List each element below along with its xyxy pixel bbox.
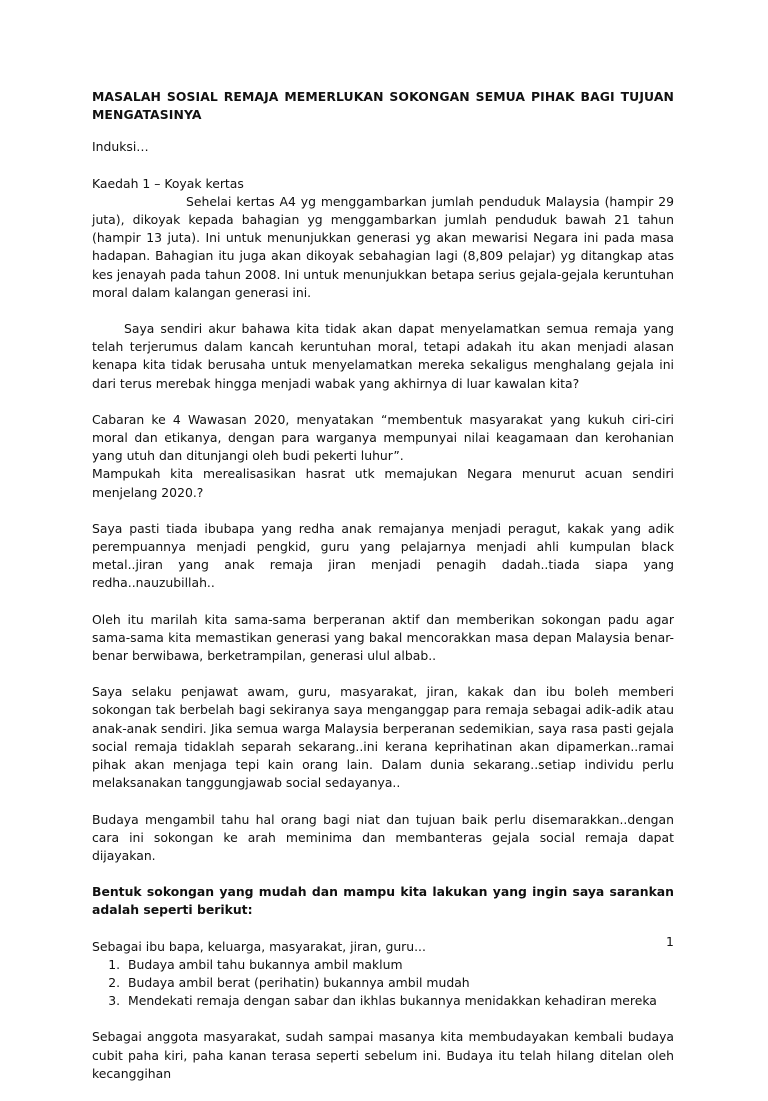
paragraph-saya-selaku: Saya selaku penjawat awam, guru, masyarakat, jiran, kakak dan ibu boleh memberi sokongan tak berbelah bagi sekiranya saya menganggap para remaja sebagai adik-adik atau anak-anak sendiri. Jika semua warga Malaysia berperanan sedemikian, saya rasa pasti gejala social remaja tidaklah separah sekarang..ini kerana keprihatinan akan dipamerkan..ramai pihak akan menjaga tepi kain orang lain. Dalam dunia sekarang..setiap individu perlu melaksanakan tanggungjawab social sedayanya.. <box>92 684 674 791</box>
paragraph-oleh-itu: Oleh itu marilah kita sama-sama berperanan aktif dan memberikan sokongan padu agar sama-sama kita memastikan generasi yang bakal mencorakkan masa depan Malaysia benar-benar berwibawa, berketrampilan, generasi ulul albab.. <box>92 611 674 664</box>
kaedah-paragraph: Sehelai kertas A4 yg menggambarkan jumlah penduduk Malaysia (hampir 29 juta), dikoyak kepada bahagian yg menggambarkan jumlah penduduk bawah 21 tahun (hampir 13 juta). Ini untuk menunjukkan generasi yg akan mewarisi Negara ini pada masa hadapan. Bahagian itu juga akan dikoyak sebahagian lagi (8,809 pelajar) yg ditangkap atas kes jenayah pada tahun 2008. Ini untuk menunjukkan betapa serius gejala-gejala keruntuhan moral dalam kalangan generasi ini. <box>92 193 674 300</box>
list-intro: Sebagai ibu bapa, keluarga, masyarakat, jiran, guru... <box>92 938 426 954</box>
page-number: 1 <box>666 934 674 949</box>
paragraph-sebagai-anggota: Sebagai anggota masyarakat, sudah sampai masanya kita membudayakan kembali budaya cubit paha kiri, paha kanan terasa seperti sebelum ini. Budaya itu telah hilang ditelan oleh kecanggihan <box>92 1029 674 1081</box>
list-item: 2. Budaya ambil berat (perihatin) bukannya ambil mudah <box>124 974 674 992</box>
paragraph-cabaran: Cabaran ke 4 Wawasan 2020, menyatakan “membentuk masyarakat yang kukuh ciri-ciri moral dan etikanya, dengan para warganya mempunyai nilai keagamaan dan kerohanian yang utuh dan ditunjangi oleh budi pekerti luhur”. <box>92 411 674 464</box>
induksi-heading: Induksi… <box>92 139 149 155</box>
paragraph-saya-pasti: Saya pasti tiada ibubapa yang redha anak remajanya menjadi peragut, kakak yang adik perempuannya menjadi pengkid, guru yang pelajarnya menjadi ahli kumpulan black metal..jiran yang anak remaja jiran menjadi penagih dadah..tiada siapa yang redha..nauzubillah.. <box>92 520 674 591</box>
document-title: MASALAH SOSIAL REMAJA MEMERLUKAN SOKONGAN SEMUA PIHAK BAGI TUJUAN MENGATASINYA <box>92 89 674 123</box>
list-item: 1. Budaya ambil tahu bukannya ambil maklum <box>124 956 674 974</box>
paragraph-bentuk-sokongan: Bentuk sokongan yang mudah dan mampu kita lakukan yang ingin saya sarankan adalah seperti berikut: <box>92 884 674 918</box>
sokongan-list <box>92 956 674 1011</box>
paragraph-mampukah: Mampukah kita merealisasikan hasrat utk memajukan Negara menurut acuan sendiri menjelang 2020.? <box>92 466 674 500</box>
paragraph-budaya: Budaya mengambil tahu hal orang bagi niat dan tujuan baik perlu disemarakkan..dengan cara ini sokongan ke arah meminima dan membanteras gejala social remaja dapat dijayakan. <box>92 811 674 863</box>
kaedah-heading: Kaedah 1 – Koyak kertas <box>92 175 244 191</box>
document-body <box>92 88 674 1101</box>
list-item: 3. Mendekati remaja dengan sabar dan ikhlas bukannya menidakkan kehadiran mereka <box>124 992 674 1010</box>
paragraph-saya-sendiri: Saya sendiri akur bahawa kita tidak akan dapat menyelamatkan semua remaja yang telah terjerumus dalam kancah keruntuhan moral, tetapi adakah itu akan menjadi alasan kenapa kita tidak berusaha untuk menyelamatkan mereka sekaligus menghalang gejala ini dari terus merebak hingga menjadi wabak yang akhirnya di luar kawalan kita? <box>92 321 674 391</box>
